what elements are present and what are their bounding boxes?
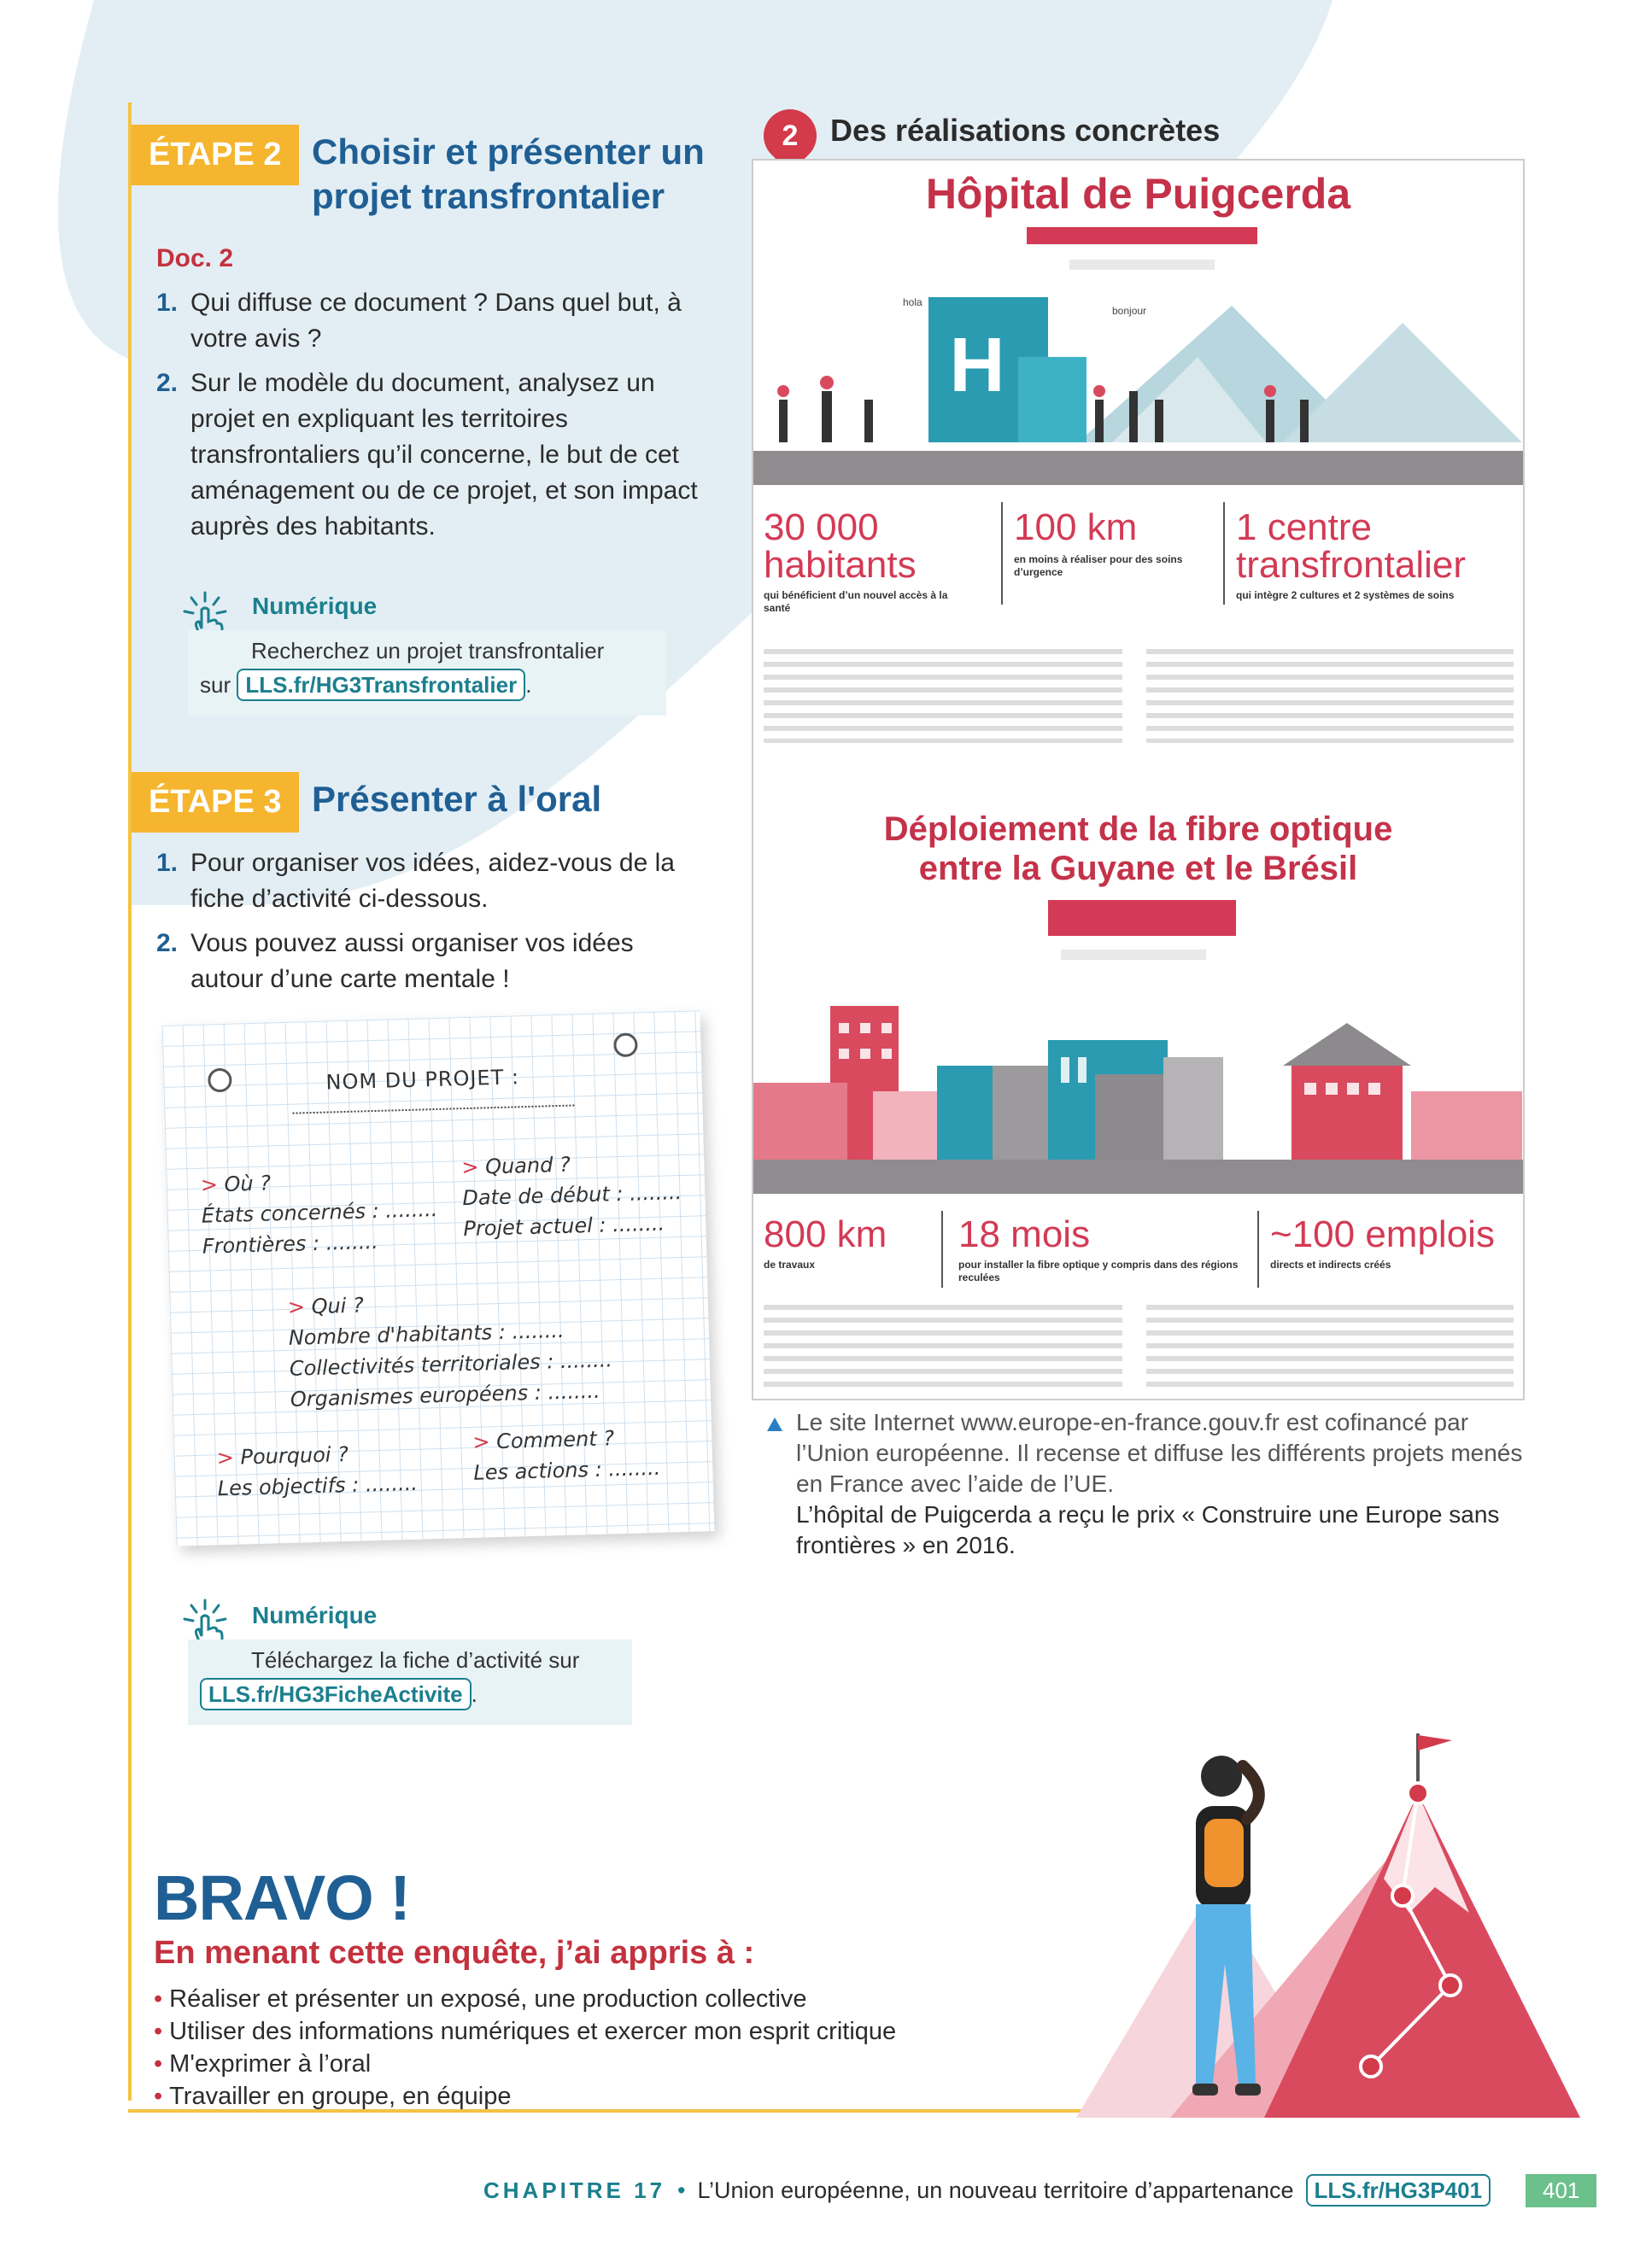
numerique2-text: Téléchargez la fiche d’activité sur bbox=[251, 1647, 580, 1673]
poster-title-fibre-line2: entre la Guyane et le Brésil bbox=[918, 850, 1358, 887]
speech-hola: hola bbox=[903, 296, 922, 308]
info-bar bbox=[753, 1160, 1523, 1194]
ou-line1: États concernés : ........ bbox=[201, 1196, 438, 1228]
step3-item bbox=[156, 926, 703, 997]
fiche-ou-block bbox=[200, 1163, 439, 1262]
fiche-pourquoi-block bbox=[216, 1437, 418, 1505]
numerique-label: Numérique bbox=[252, 593, 378, 619]
fiche-comment-block bbox=[472, 1422, 661, 1488]
poster-title-fibre-line1: Déploiement de la fibre optique bbox=[883, 810, 1393, 848]
stat1-big: 30 000 habitants bbox=[764, 506, 917, 586]
quand-line1: Date de début : ........ bbox=[462, 1180, 682, 1211]
step3-item-text: Vous pouvez aussi organiser vos idées autour d’une carte mentale ! bbox=[190, 929, 634, 993]
step3-items bbox=[156, 845, 703, 1006]
step3-item-number: 2. bbox=[156, 929, 179, 957]
question-number: 1. bbox=[156, 289, 179, 317]
section-rule bbox=[128, 102, 132, 2101]
body-text-block bbox=[1146, 649, 1514, 743]
stat-separator bbox=[1001, 502, 1003, 605]
poster-title-hospital: Hôpital de Puigcerda bbox=[925, 170, 1351, 218]
stat2-big: 100 km bbox=[1014, 506, 1138, 548]
body-text-block bbox=[1146, 1305, 1514, 1390]
comment-title-text: Comment ? bbox=[495, 1426, 615, 1454]
body-text-block bbox=[764, 649, 1122, 743]
numerique-box bbox=[188, 630, 666, 716]
triangle-up-icon bbox=[765, 1416, 784, 1433]
quand-title: > Quand ? bbox=[460, 1152, 571, 1180]
info-bar bbox=[753, 451, 1523, 485]
learned-item: • M'exprimer à l’oral bbox=[154, 2048, 974, 2080]
mountain-hiker-illustration bbox=[1068, 1725, 1597, 2126]
step3-badge: ÉTAPE 3 bbox=[132, 772, 299, 833]
step2-questions bbox=[156, 285, 703, 553]
stat5-small: pour installer la fibre optique y compris dans des régions reculées bbox=[958, 1259, 1239, 1283]
numerique-link-line bbox=[200, 668, 654, 702]
question-number: 2. bbox=[156, 369, 179, 397]
stat-separator bbox=[1257, 1211, 1259, 1288]
step2-title bbox=[312, 130, 705, 219]
city-illustration bbox=[753, 980, 1525, 1160]
qui-title: > Qui ? bbox=[287, 1293, 365, 1319]
learned-item: • Réaliser et présenter un exposé, une production collective bbox=[154, 1983, 974, 2015]
svg-text:H: H bbox=[949, 323, 1005, 408]
stat6-small: directs et indirects créés bbox=[1270, 1259, 1391, 1271]
step2-title-line2: projet transfrontalier bbox=[312, 176, 665, 216]
quand-line2: Projet actuel : ........ bbox=[463, 1211, 665, 1242]
numerique2-box bbox=[188, 1640, 632, 1725]
learned-item: • Utiliser des informations numériques et exercer mon esprit critique bbox=[154, 2015, 974, 2048]
pourquoi-title: > Pourquoi ? bbox=[216, 1442, 349, 1470]
footer-bullet: • bbox=[677, 2177, 686, 2203]
stat4-big: 800 km bbox=[764, 1213, 887, 1255]
doc-caption bbox=[796, 1407, 1531, 1561]
step3-item-number: 1. bbox=[156, 849, 179, 877]
step3-item-text: Pour organiser vos idées, aidez-vous de la fiche d’activité ci-dessous. bbox=[190, 849, 675, 913]
quand-title-text: Quand ? bbox=[484, 1152, 571, 1179]
pourquoi-line1: Les objectifs : ........ bbox=[217, 1470, 419, 1501]
flag-row bbox=[1069, 260, 1215, 270]
qui-title-text: Qui ? bbox=[311, 1293, 365, 1319]
caption-prize: L’hôpital de Puigcerda a reçu le prix « Construire une Europe sans frontières » en 2016. bbox=[796, 1501, 1500, 1558]
ou-line2: Frontières : ........ bbox=[202, 1229, 379, 1259]
comment-title: > Comment ? bbox=[472, 1426, 615, 1454]
hospital-illustration bbox=[753, 272, 1525, 451]
qui-line2: Collectivités territoriales : ........ bbox=[289, 1347, 613, 1381]
stat2-small: en moins à réaliser pour des soins d’urgence bbox=[1014, 553, 1183, 578]
stat3-small: qui intègre 2 cultures et 2 systèmes de soins bbox=[1236, 589, 1455, 601]
step2-title-line1: Choisir et présenter un bbox=[312, 132, 705, 172]
footer-chapter: CHAPITRE 17 bbox=[483, 2177, 666, 2203]
speech-bonjour: bonjour bbox=[1112, 305, 1147, 317]
question-text: Sur le modèle du document, analysez un projet en expliquant les territoires transfrontaliers qu’il concerne, le but de cet aménagement ou de ce projet, et son impact auprès des habitants. bbox=[190, 369, 698, 541]
numerique-prefix: sur bbox=[200, 672, 231, 698]
footer-chapter-title: L’Union européenne, un nouveau territoire d’appartenance bbox=[697, 2177, 1294, 2203]
question-text: Qui diffuse ce document ? Dans quel but, à votre avis ? bbox=[190, 289, 682, 353]
project-name-line bbox=[293, 1104, 575, 1114]
project-name-label: NOM DU PROJET : bbox=[325, 1065, 520, 1095]
doc-number-text: 2 bbox=[782, 120, 799, 152]
numerique2-label: Numérique bbox=[252, 1602, 378, 1628]
stat4-small: de travaux bbox=[764, 1259, 816, 1271]
page-footer bbox=[483, 2174, 1491, 2207]
stat-separator bbox=[941, 1211, 943, 1288]
step3-item bbox=[156, 845, 703, 917]
bravo-subtitle: En menant cette enquête, j’ai appris à : bbox=[154, 1935, 755, 1971]
stat6-big: ~100 emplois bbox=[1270, 1213, 1495, 1255]
footer-lls-link[interactable]: LLS.fr/HG3P401 bbox=[1306, 2174, 1491, 2207]
ou-title-text: Où ? bbox=[224, 1171, 272, 1196]
qui-line3: Organismes européens : ........ bbox=[290, 1378, 600, 1412]
numerique2-link-line bbox=[200, 1677, 620, 1711]
fiche-quand-block bbox=[461, 1146, 683, 1244]
numerique-suffix: . bbox=[525, 672, 532, 698]
stat1-small: qui bénéficient d’un nouvel accès à la santé bbox=[764, 589, 948, 614]
pink-band bbox=[1027, 227, 1257, 244]
poster-title-fibre bbox=[753, 810, 1523, 888]
pin-hole-right bbox=[613, 1032, 638, 1057]
numerique-text: Recherchez un projet transfrontalier bbox=[251, 638, 605, 663]
bravo-title: BRAVO ! bbox=[154, 1862, 410, 1933]
pourquoi-title-text: Pourquoi ? bbox=[240, 1442, 349, 1470]
doc-reference: Doc. 2 bbox=[156, 244, 234, 272]
flag-row bbox=[1061, 950, 1206, 960]
stat-separator bbox=[1223, 502, 1225, 605]
question-item bbox=[156, 365, 703, 545]
page-number: 401 bbox=[1526, 2174, 1596, 2207]
body-text-block bbox=[764, 1305, 1122, 1390]
stat3-big: 1 centre transfrontalier bbox=[1236, 506, 1467, 586]
lls-link-transfrontalier[interactable]: LLS.fr/HG3Transfrontalier bbox=[237, 669, 525, 701]
pin-hole-left bbox=[208, 1068, 232, 1093]
doc-title: Des réalisations concrètes bbox=[830, 113, 1221, 148]
numerique2-suffix: . bbox=[471, 1681, 477, 1707]
ou-title: > Où ? bbox=[200, 1171, 272, 1197]
fiche-qui-block bbox=[287, 1283, 613, 1415]
caption-source: Le site Internet www.europe-en-france.gouv.fr est cofinancé par l’Union européenne. Il recense et diffuse les différents projets menés en France avec l’aide de l’UE. bbox=[796, 1409, 1523, 1497]
pink-band bbox=[1048, 900, 1236, 936]
step2-badge: ÉTAPE 2 bbox=[132, 125, 299, 185]
activity-sheet bbox=[162, 1010, 715, 1546]
lls-link-fiche-activite[interactable]: LLS.fr/HG3FicheActivite bbox=[200, 1678, 472, 1710]
qui-line1: Nombre d'habitants : ........ bbox=[288, 1318, 565, 1350]
step3-title: Présenter à l'oral bbox=[312, 779, 602, 819]
comment-line1: Les actions : ........ bbox=[472, 1455, 661, 1485]
learned-list bbox=[154, 1983, 974, 2113]
stat5-big: 18 mois bbox=[958, 1213, 1091, 1255]
infographic-poster bbox=[752, 159, 1525, 1400]
learned-item: • Travailler en groupe, en équipe bbox=[154, 2080, 974, 2113]
question-item bbox=[156, 285, 703, 357]
